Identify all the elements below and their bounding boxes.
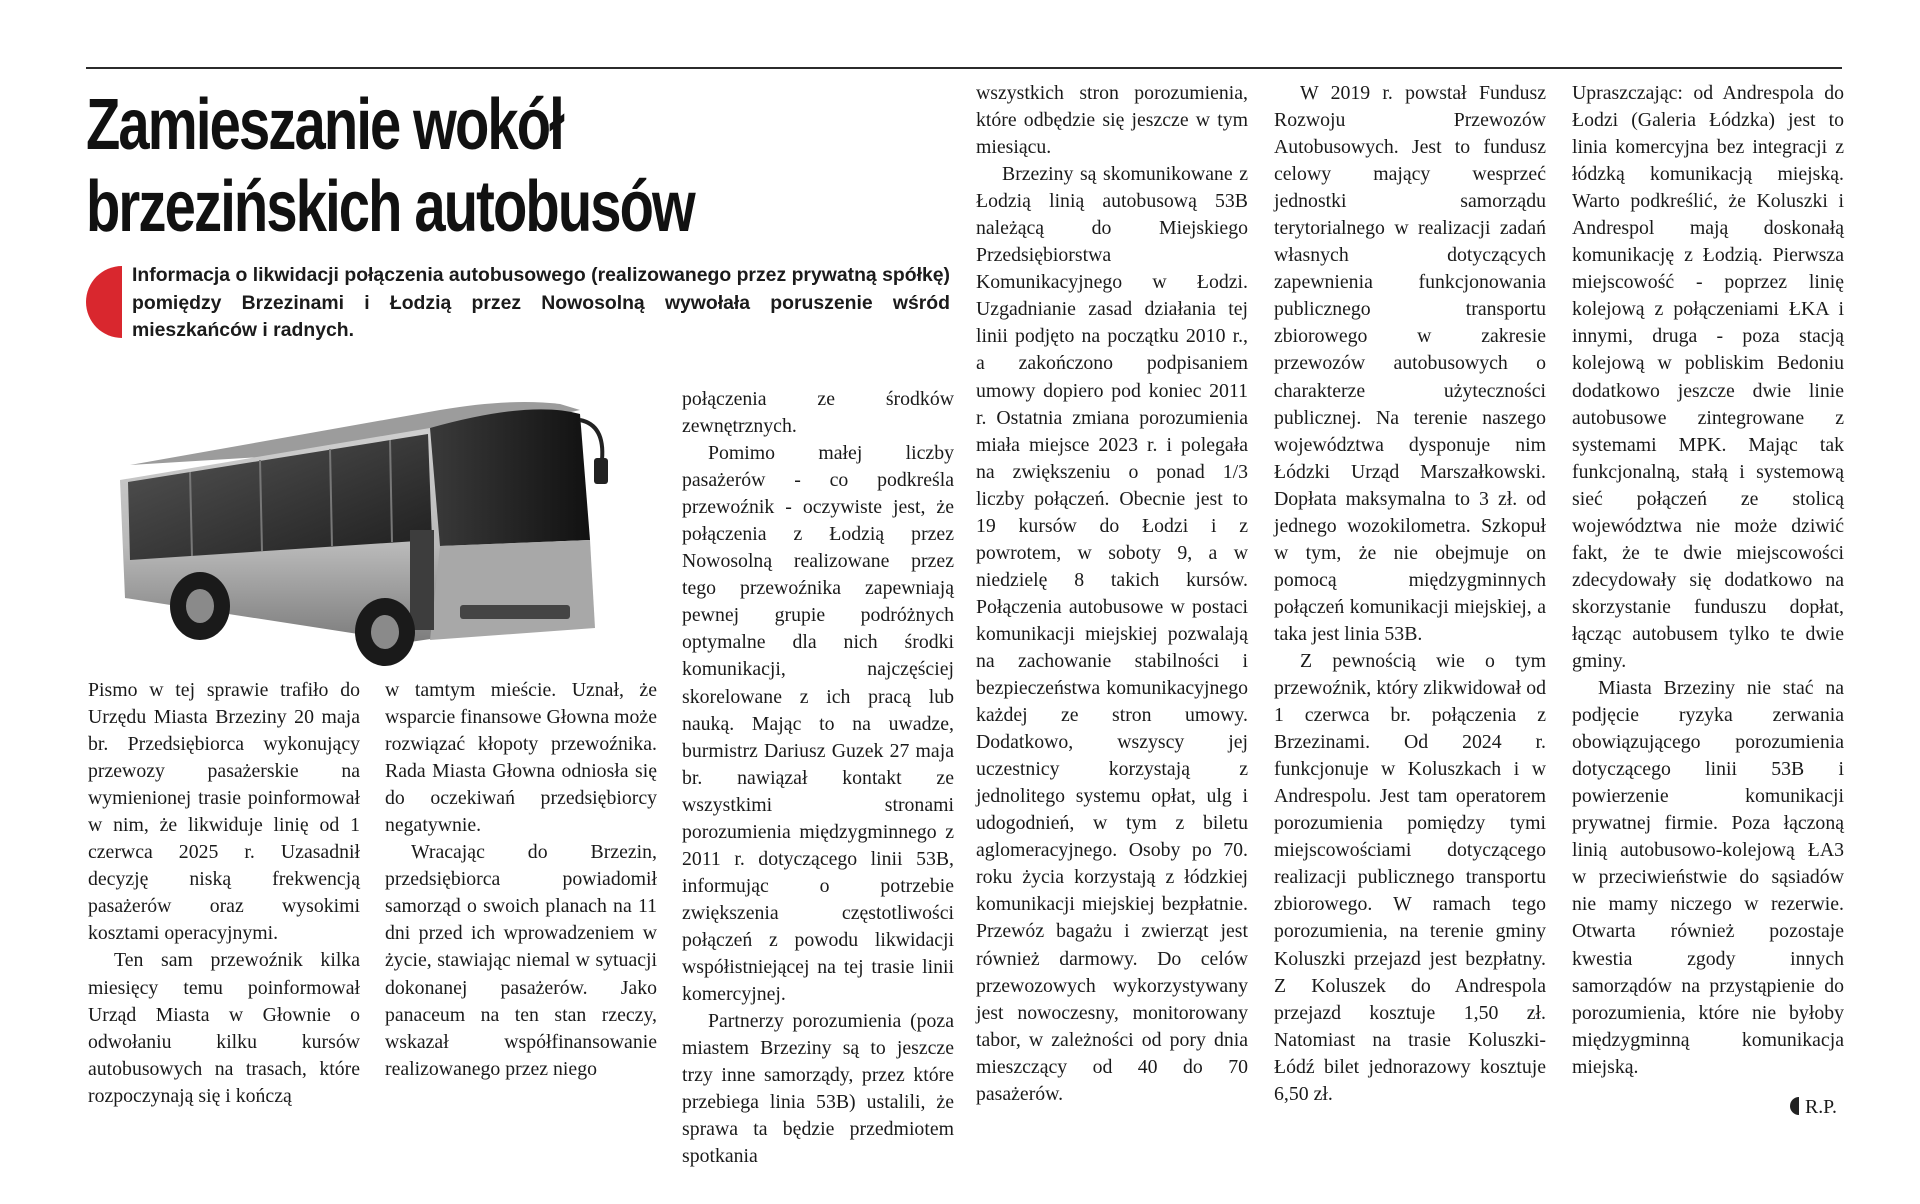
paragraph: Brzeziny są skomunikowane z Łodzią linią autobusową 53B należącą do Miejskiego Przedsiębiorstwa Komunikacyjnego w Łodzi. Uzgadnianie zasad działania tej linii podjęto na początku 2010 r., a zakończono podpisaniem umowy dopiero pod koniec 2011 r. Ostatnia zmiana porozumienia miała miejsce 2023 r. i polegała na zwiększeniu o ponad 1/3 liczby połączeń. Obecnie jest to 19 kursów do Łodzi i z powrotem, w soboty 9, a w niedzielę 8 takich kursów. Połączenia autobusowe w postaci komunikacji miejskiej pozwalają na zachowanie stabilności i bezpieczeństwa komunikacyjnego każdej ze stron umowy. Dodatkowo, wszyscy jej uczestnicy korzystają z jednolitego systemu opłat, ulg i udogodnień, w tym z biletu aglomeracyjnego. Osoby po 70. roku życia korzystają z łódzkiej komunikacji miejskiej bezpłatnie. Przewóz bagażu i zwierząt jest również darmowy. Do celów przewozowych wykorzystywany jest nowoczesny, monitorowany tabor, w zależności od pory dnia mieszczący od 40 do 70 pasażerów. — [976, 163, 1248, 1105]
text-column-2 — [385, 677, 657, 1083]
paragraph: Partnerzy porozumienia (poza miastem Brzeziny są to jeszcze trzy inne samorządy, przez które przebiega linia 53B) ustalili, że sprawa ta będzie przedmiotem spotkania — [682, 1010, 954, 1168]
text-column-6 — [1572, 80, 1844, 1081]
text-column-3 — [682, 386, 954, 1170]
paragraph: W 2019 r. powstał Fundusz Rozwoju Przewozów Autobusowych. Jest to fundusz celowy mający wesprzeć jednostki samorządu terytorialnego w realizacji zadań własnych dotyczących zapewnienia funkcjonowania publicznego transportu zbiorowego w zakresie przewozów autobusowych o charakterze użyteczności publicznej. Na terenie naszego województwa dysponuje nim Łódzki Urząd Marszałkowski. Dopłata maksymalna to 3 zł. od jednego wozokilometra. Szkopuł w tym, że nie obejmuje on pomocą międzygminnych połączeń komunikacji miejskiej, a taka jest linia 53B. — [1274, 82, 1546, 645]
lead-paragraph: Informacja o likwidacji połączenia autobusowego (realizowanego przez prywatną spółkę) pomiędzy Brzezinami i Łodzią przez Nowosolną wywołała poruszenie wśród mieszkańców i radnych. — [132, 264, 950, 341]
text-column-1 — [88, 677, 360, 1110]
paragraph: Ten sam przewoźnik kilka miesięcy temu poinformował Urząd Miasta w Głownie o odwołaniu kilku kursów autobusowych na trasach, które rozpoczynają się i kończą — [88, 949, 360, 1107]
paragraph: Z pewnością wie o tym przewoźnik, który zlikwidował od 1 czerwca br. połączenia z Brzezinami. Od 2024 r. funkcjonuje w Koluszkach i w Andrespolu. Jest tam operatorem porozumienia pomiędzy tymi miejscowościami dotyczącego realizacji publicznego transportu zbiorowego. W ramach tego porozumienia, na terenie gminy Koluszki przejazd jest bezpłatny. Z Koluszek do Andrespola przejazd kosztuje 1,50 zł. Natomiast na trasie Koluszki-Łódź bilet jednorazowy kosztuje 6,50 zł. — [1274, 649, 1546, 1105]
paragraph: wszystkich stron porozumienia, które odbędzie się jeszcze w tym miesiącu. — [976, 82, 1248, 159]
headline — [86, 84, 772, 248]
text-column-5 — [1274, 80, 1546, 1108]
lead-marker-icon — [86, 266, 122, 338]
text-column-4 — [976, 80, 1248, 1108]
headline-line-2: brzezińskich autobusów — [86, 167, 694, 247]
bus-photo — [110, 370, 690, 670]
signature-marker-icon — [1790, 1097, 1799, 1115]
paragraph: połączenia ze środków zewnętrznych. — [682, 388, 954, 438]
paragraph: Pomimo małej liczby pasażerów - co podkreśla przewoźnik - oczywiste jest, że połączenia z Łodzią przez Nowosolną realizowane przez tego przewoźnika zapewniają pewnej grupie podróżnych optymalne dla nich środki komunikacji, najczęściej skorelowane z ich pracą lub nauką. Mając to na uwadze, burmistrz Dariusz Guzek 27 maja br. nawiązał kontakt ze wszystkimi stronami porozumienia międzygminnego z 2011 r. dotyczącego linii 53B, informując o potrzebie zwiększenia częstotliwości połączeń z powodu likwidacji współistniejącej na tej trasie linii komercyjnej. — [682, 442, 954, 1006]
paragraph: w tamtym mieście. Uznał, że wsparcie finansowe Głowna może rozwiązać kłopoty przewoźnika. Rada Miasta Głowna odniosła się do oczekiwań przedsiębiorcy negatywnie. — [385, 679, 657, 837]
paragraph: Upraszczając: od Andrespola do Łodzi (Galeria Łódzka) jest to linia komercyjna bez integracji z łódzką komunikacją miejską. Warto podkreślić, że Koluszki i Andrespol mają doskonałą komunikację z Łodzią. Pierwsza miejscowość - poprzez linię kolejową z połączeniami ŁKA i innymi, druga - poza stacją kolejową w pobliskim Bedoniu dodatkowo jeszcze dwie linie autobusowe zintegrowane z systemami MPK. Mając tak funkcjonalną, stałą i systemową sieć połączeń ze stolicą województwa nie może dziwić fakt, że te dwie miejscowości zdecydowały się dodatkowo na skorzystanie funduszu dopłat, łącząc autobusem tylko te dwie gminy. — [1572, 82, 1844, 672]
author-signature — [1790, 1095, 1837, 1119]
top-rule — [86, 67, 1842, 69]
paragraph: Pismo w tej sprawie trafiło do Urzędu Miasta Brzeziny 20 maja br. Przedsiębiorca wykonujący przewozy pasażerskie na wymienionej trasie poinformował w nim, że likwiduje linię od 1 czerwca 2025 r. Uzasadnił decyzję niską frekwencją pasażerów oraz wysokimi kosztami operacyjnymi. — [88, 679, 360, 945]
bus-front — [430, 409, 590, 546]
headline-line-1: Zamieszanie wokół — [86, 85, 563, 165]
signature-text: R.P. — [1805, 1096, 1837, 1118]
paragraph: Miasta Brzeziny nie stać na podjęcie ryzyka zerwania obowiązującego porozumienia dotyczącego linii 53B i powierzenie komunikacji prywatnej firmie. Poza łączoną linią autobusowo-kolejową ŁA3 w przeciwieństwie do sąsiadów nie mamy niczego w rezerwie. Otwarta również pozostaje kwestia zgody innych samorządów na przystąpienie do porozumienia, które nie byłoby międzygminną komunikacja miejską. — [1572, 677, 1844, 1078]
paragraph: Wracając do Brzezin, przedsiębiorca powiadomił samorząd o swoich planach na 11 dni przed ich wprowadzeniem w życie, stawiając niemal w sytuacji dokonanej pasażerów. Jako panaceum na ten stan rzeczy, wskazał współfinansowanie realizowanego przez niego — [385, 841, 657, 1080]
